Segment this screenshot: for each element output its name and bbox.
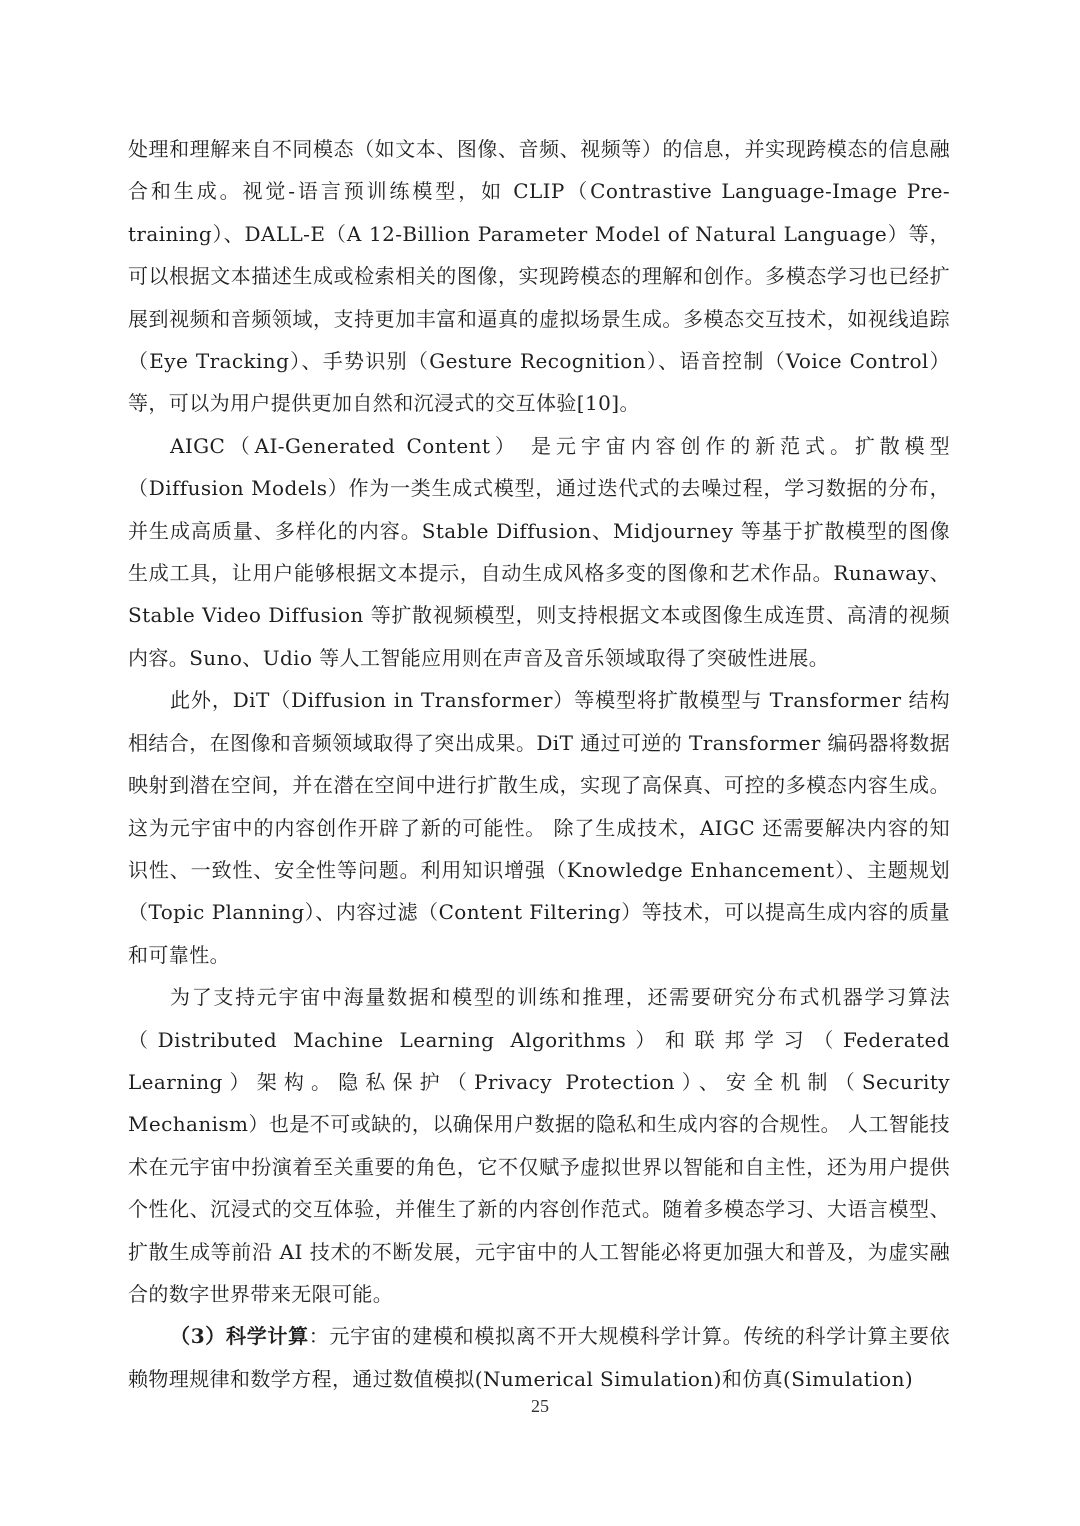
paragraph-scientific-computing: [128, 1315, 950, 1400]
paragraph-dit: 此外，DiT（Diffusion in Transformer）等模型将扩散模型与 Transformer 结构相结合，在图像和音频领域取得了突出成果。DiT 通过可逆的 Transformer 编码器将数据映射到潜在空间，并在潜在空间中进行扩散生成，实现了高保真、可控的多模态内容生成。这为元宇宙中的内容创作开辟了新的可能性。 除了生成技术，AIGC 还需要解决内容的知识性、一致性、安全性等问题。利用知识增强（Knowledge Enhancement）、主题规划（Topic Planning）、内容过滤（Content Filtering）等技术，可以提高生成内容的质量和可靠性。: [128, 688, 950, 967]
paragraph-distributed-learning: 为了支持元宇宙中海量数据和模型的训练和推理，还需要研究分布式机器学习算法（Distributed Machine Learning Algorithms）和联邦学习（Federated Learning）架构。隐私保护（Privacy Protection）、安全机制（Security Mechanism）也是不可或缺的，以确保用户数据的隐私和生成内容的合规性。 人工智能技术在元宇宙中扮演着至关重要的角色，它不仅赋予虚拟世界以智能和自主性，还为用户提供个性化、沉浸式的交互体验，并催生了新的内容创作范式。随着多模态学习、大语言模型、扩散生成等前沿 AI 技术的不断发展，元宇宙中的人工智能必将更加强大和普及，为虚实融合的数字世界带来无限可能。: [128, 985, 950, 1306]
paragraph-multimodal: 处理和理解来自不同模态（如文本、图像、音频、视频等）的信息，并实现跨模态的信息融合和生成。视觉-语言预训练模型，如 CLIP（Contrastive Language-Image Pre-training）、DALL-E（A 12-Billion Parameter Model of Natural Language）等，可以根据文本描述生成或检索相关的图像，实现跨模态的理解和创作。多模态学习也已经扩展到视频和音频领域，支持更加丰富和逼真的虚拟场景生成。多模态交互技术，如视线追踪（Eye Tracking）、手势识别（Gesture Recognition）、语音控制（Voice Control）等，可以为用户提供更加自然和沉浸式的交互体验[10]。: [128, 137, 950, 416]
paragraph-aigc: AIGC（AI-Generated Content） 是元宇宙内容创作的新范式。扩散模型（Diffusion Models）作为一类生成式模型，通过迭代式的去噪过程，学习数据的分布，并生成高质量、多样化的内容。Stable Diffusion、Midjourney 等基于扩散模型的图像生成工具，让用户能够根据文本提示，自动生成风格多变的图像和艺术作品。Runaway、Stable Video Diffusion 等扩散视频模型，则支持根据文本或图像生成连贯、高清的视频内容。Suno、Udio 等人工智能应用则在声音及音乐领域取得了突破性进展。: [128, 433, 950, 670]
section-heading: （3）科学计算: [170, 1324, 309, 1349]
section-text: ：元宇宙的建模和模拟离不开大规模科学计算。传统的科学计算主要依赖物理规律和数学方程，通过数值模拟(Numerical Simulation)和仿真(Simulation): [128, 1324, 950, 1391]
body-text: [128, 128, 950, 1400]
page-number: 25: [531, 1396, 549, 1416]
